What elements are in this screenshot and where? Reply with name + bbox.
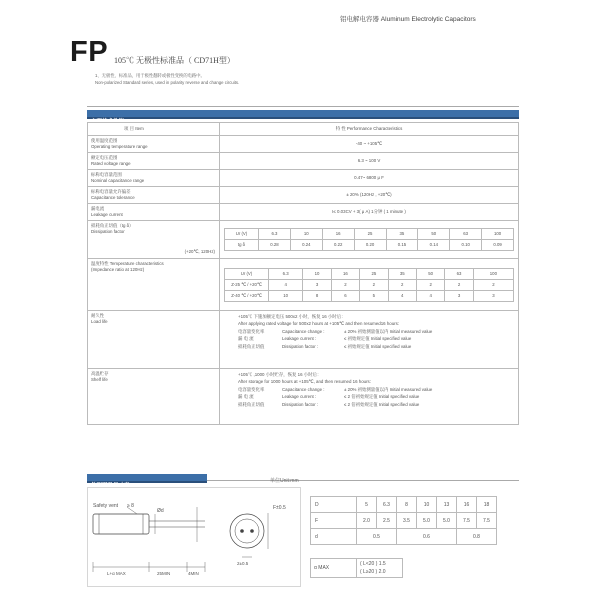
f-cell: 5.0 [417,513,437,529]
voltage-cell: 16 [322,229,354,240]
f-label: F [311,513,357,529]
table-row [88,204,519,221]
header-item: 项 目 Item [88,123,220,136]
row-value: 0.47~ 6800 μ F [220,170,519,187]
diameter-label: Ød [157,508,164,514]
d-cell: 6.3 [377,497,397,513]
length-label: L+α MAX [107,571,126,576]
table-row [311,529,497,545]
tg-cell: 0.10 [450,240,482,251]
spec-section-bar [87,110,519,125]
spec-section-title: 主要技术性能 Specifications [91,119,163,125]
tg-cell: 0.14 [418,240,450,251]
lead-dia-row-label: d [311,529,357,545]
table-row [311,497,497,513]
lead-length-label: 25MIN [157,571,171,576]
vent-label: Safety vent [93,503,119,509]
row-label-cn: 漏电流 [91,206,105,211]
ratio-cell: 8 [303,290,331,301]
table-row [311,513,497,529]
voltage-cell: 25 [354,229,386,240]
f-cell: 7.5 [477,513,497,529]
lead-dia-label: F±0.5 [273,505,286,511]
ratio-cell: 2 [331,279,359,290]
f-cell: 3.5 [397,513,417,529]
row-label-en: Rated voltage range [91,161,131,166]
f-cell: 5.0 [437,513,457,529]
table-row [88,369,519,425]
row-label-cn: 高温贮存 [91,371,109,376]
table-row [88,187,519,204]
dissipation-table [224,228,514,251]
ratio-cell: 2 [473,279,513,290]
load-life-item: 损耗角正切值 Dissipation factor : ≤ 初始规定值 Initial specified value [238,343,412,349]
vent-condition: ≥ 8 [127,503,134,509]
ratio-cell: 10 [269,290,303,301]
divider [87,106,519,107]
table-row [88,136,519,153]
ratio-cell: 4 [269,279,303,290]
ratio-cell: 3 [445,290,473,301]
ratio-cell: 2 [360,279,388,290]
row-label-en: Capacitance tolerance [91,195,135,200]
row-label-cn: 损耗角正切值（tg δ） [91,223,134,228]
row-label-cn: 额定电压范围 [91,155,118,160]
table-row [88,311,519,369]
lead-min-label: 4MIN [188,571,199,576]
lead-dia-cell: 0.8 [457,529,497,545]
table-row [88,153,519,170]
f-cell: 2.0 [357,513,377,529]
ratio-cell: 3 [473,290,513,301]
d-cell: 8 [397,497,417,513]
table-row [88,123,519,136]
shelf-life-item: 损耗角正切值 Dissipation factor : ≤ 2 倍初始规定值 Initial specified value [238,401,420,407]
shelf-life-line-cn: +105℃ ,1000 小时贮存，恢复 16 小时后： [238,372,322,377]
d-cell: 18 [477,497,497,513]
row-value: -40 ~ +105℃ [220,136,519,153]
capacitor-body [93,514,149,534]
tg-cell: 0.22 [322,240,354,251]
end-view-lead [250,529,254,533]
ur-label: Ur (V) [225,229,259,240]
row-label-en: (Impedance ratio at 120Hz) [91,267,145,272]
row-label-en: Load life [91,319,108,324]
tg-cell: 0.15 [386,240,418,251]
voltage-cell: 10 [303,268,331,279]
voltage-cell: 6.3 [269,268,303,279]
table-row [225,279,514,290]
series-note-cn: 1、无极性、标准品，用于极性翻转或极性变换的电路中。 [95,73,205,78]
table-row [225,240,514,251]
load-life-line-cn: +105℃ 下施加额定电压 500x2 小时，恢复 16 小时后： [238,314,346,319]
table-row [225,268,514,279]
table-row [225,229,514,240]
table-row [88,259,519,311]
table-row [225,290,514,301]
tg-label: tg δ [225,240,259,251]
row-label-cn: 标称电容量允许偏差 [91,189,131,194]
voltage-cell: 63 [450,229,482,240]
voltage-cell: 10 [290,229,322,240]
row-label-en: Dissipation factor [91,229,125,234]
tg-cell: 0.24 [290,240,322,251]
row-label-cn: 使用温度范围 [91,138,118,143]
tg-cell: 0.20 [354,240,386,251]
row-label-cn: 耐久性 [91,313,105,318]
ratio-cell: 5 [360,290,388,301]
d-cell: 5 [357,497,377,513]
temp-char-table [224,268,514,302]
alpha-row-1: ( L<20 ) 1.5 [360,561,386,567]
alpha-row-2: ( L≥20 ) 2.0 [360,569,386,575]
table-row [311,559,403,578]
series-subtitle: 105℃ 无极性标准品（ CD71H型） [114,56,235,65]
voltage-cell: 50 [416,268,444,279]
ratio-cell: 4 [416,290,444,301]
ratio-cell: 6 [331,290,359,301]
voltage-cell: 6.3 [259,229,291,240]
shelf-life-item: 电容量变化率 Capacitance change : ± 20% 初始测量值以内 Initial measured value [238,386,433,392]
ratio-cell: 2 [388,279,416,290]
f-cell: 7.5 [457,513,477,529]
voltage-cell: 100 [473,268,513,279]
case-section-title: 外形图及尺寸表 Case size table [91,483,171,489]
case-drawing [87,487,301,587]
z25-label: Z-25 ℃ / +20℃ [225,279,269,290]
dissipation-condition: (+20℃, 120Hz) [184,249,215,254]
row-label-en: Operating temperature range [91,144,148,149]
alpha-label: α MAX [311,559,357,578]
tg-cell: 0.09 [482,240,514,251]
row-label-en: Shelf life [91,377,108,382]
voltage-cell: 25 [360,268,388,279]
row-value: I≤ 0.03CV + 3( μ A) 1分钟 ( 1 minute ) [220,204,519,221]
spec-table [87,122,519,425]
d-cell: 16 [457,497,477,513]
ratio-cell: 4 [388,290,416,301]
lead-dia-cell: 0.6 [397,529,457,545]
case-size-table [310,496,497,545]
row-value: 6.3 ~ 100 V [220,153,519,170]
d-cell: 13 [437,497,457,513]
ratio-cell: 2 [445,279,473,290]
ratio-cell: 3 [303,279,331,290]
unit-label: 单位Unit:mm [270,478,299,484]
alpha-max-table [310,558,403,578]
row-value: ± 20% (120Hz , +20℃) [220,187,519,204]
header-performance: 特 性 Performance Characteristics [220,123,519,136]
voltage-cell: 35 [388,268,416,279]
brand-header: 铝电解电容器 Aluminum Electrolytic Capacitors [340,16,476,23]
f-cell: 2.5 [377,513,397,529]
pitch-label: 2±0.5 [237,561,249,566]
voltage-cell: 16 [331,268,359,279]
table-row [88,170,519,187]
shelf-life-line-en: After storage for 1000 hours at +105℃, and then resumed 16 hours: [238,379,371,385]
series-note-en: Non-polarized Standard series, used in polarity reverse and change circuits. [95,80,240,85]
row-label-cn: 标称电容量范围 [91,172,122,177]
voltage-cell: 50 [418,229,450,240]
load-life-item: 漏 电 流 Leakage current : ≤ 初始规定值 Initial specified value [238,336,412,342]
load-life-item: 电容量变化率 Capacitance change : ± 20% 初始测量值以内 Initial measured value [238,328,433,334]
row-label-cn: 温度特性 Temperature characteristics [91,261,164,266]
load-life-line-en: After applying rated voltage for 500x2 hours at +105℃ and then resumed16 hours: [238,321,400,327]
voltage-cell: 63 [445,268,473,279]
z40-label: Z-40 ℃ / +20℃ [225,290,269,301]
end-view-lead [240,529,244,533]
d-label: D [311,497,357,513]
voltage-cell: 100 [482,229,514,240]
row-label-en: Nominal capacitance range [91,178,145,183]
shelf-life-item: 漏 电 流 Leakage current : ≤ 2 倍初始规定值 Initial specified value [238,394,420,400]
row-label-en: Leakage current [91,212,123,217]
voltage-cell: 35 [386,229,418,240]
table-row [88,221,519,259]
ur-label: Ur (V) [225,268,269,279]
case-section-bar [87,474,207,489]
d-cell: 10 [417,497,437,513]
ratio-cell: 2 [416,279,444,290]
series-code: FP [70,36,109,68]
divider [207,480,519,481]
tg-cell: 0.28 [259,240,291,251]
lead-dia-cell: 0.5 [357,529,397,545]
